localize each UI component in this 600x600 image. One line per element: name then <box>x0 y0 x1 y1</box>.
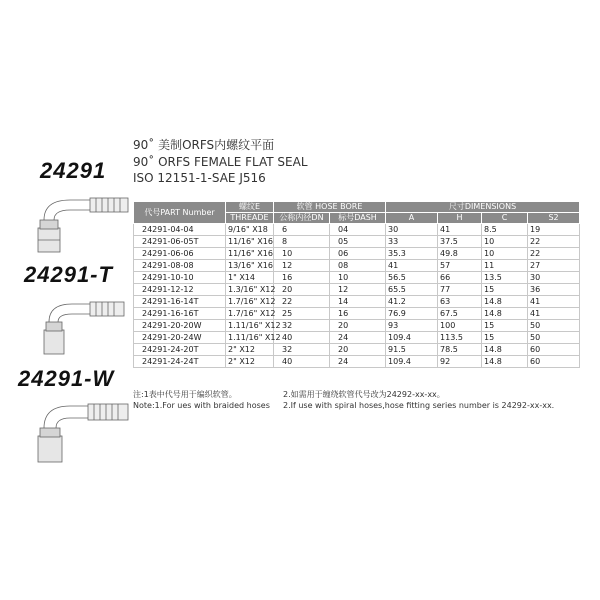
cell-dash: 20 <box>330 344 386 356</box>
cell-s2: 30 <box>528 272 580 284</box>
cell-code: 24291-16-14T <box>134 296 226 308</box>
table-row <box>134 260 580 272</box>
header-dn: 公称内径DN <box>274 213 330 224</box>
cell-dash: 24 <box>330 332 386 344</box>
cell-c: 14.8 <box>482 344 528 356</box>
cell-thread: 1.7/16" X12 <box>226 296 274 308</box>
cell-code: 24291-16-16T <box>134 308 226 320</box>
cell-thread: 1.11/16" X12 <box>226 320 274 332</box>
cell-code: 24291-20-20W <box>134 320 226 332</box>
title-english: 90˚ ORFS FEMALE FLAT SEAL <box>133 154 308 169</box>
header-c: C <box>482 213 528 224</box>
cell-dn: 20 <box>274 284 330 296</box>
cell-h: 77 <box>438 284 482 296</box>
cell-s2: 22 <box>528 236 580 248</box>
cell-dash: 04 <box>330 224 386 236</box>
elbow-fitting-drawing-icon <box>30 396 140 468</box>
cell-c: 10 <box>482 248 528 260</box>
cell-code: 24291-04-04 <box>134 224 226 236</box>
cell-dash: 06 <box>330 248 386 260</box>
cell-dn: 16 <box>274 272 330 284</box>
cell-thread: 1.3/16" X12 <box>226 284 274 296</box>
cell-dash: 20 <box>330 320 386 332</box>
cell-dn: 25 <box>274 308 330 320</box>
cell-c: 14.8 <box>482 296 528 308</box>
header-dash: 标号DASH <box>330 213 386 224</box>
part-number-24291-t: 24291-T <box>24 262 113 287</box>
cell-dn: 32 <box>274 320 330 332</box>
cell-s2: 50 <box>528 320 580 332</box>
header-h: H <box>438 213 482 224</box>
cell-a: 109.4 <box>386 356 438 368</box>
cell-a: 93 <box>386 320 438 332</box>
table-row <box>134 272 580 284</box>
header-s2: S2 <box>528 213 580 224</box>
note-2-cn: 2.如需用于缠绕软管代号改为24292-xx-xx。 <box>283 390 445 399</box>
notes-right <box>283 389 554 411</box>
cell-c: 10 <box>482 236 528 248</box>
table-row <box>134 224 580 236</box>
cell-dn: 12 <box>274 260 330 272</box>
notes-left <box>133 389 270 411</box>
cell-s2: 27 <box>528 260 580 272</box>
cell-dn: 8 <box>274 236 330 248</box>
cell-c: 11 <box>482 260 528 272</box>
title-standard: ISO 12151-1-SAE J516 <box>133 171 266 185</box>
part-number-24291-w: 24291-W <box>18 366 115 391</box>
title-block <box>133 137 308 187</box>
cell-code: 24291-06-06 <box>134 248 226 260</box>
cell-dn: 6 <box>274 224 330 236</box>
cell-dash: 14 <box>330 296 386 308</box>
table-row <box>134 320 580 332</box>
cell-c: 14.8 <box>482 356 528 368</box>
cell-code: 24291-24-24T <box>134 356 226 368</box>
cell-code: 24291-06-05T <box>134 236 226 248</box>
cell-c: 14.8 <box>482 308 528 320</box>
title-chinese: 90˚ 美制ORFS内螺纹平面 <box>133 138 275 152</box>
cell-dn: 22 <box>274 296 330 308</box>
cell-thread: 11/16" X16 <box>226 236 274 248</box>
header-thread-sub: THREADE <box>226 213 274 224</box>
cell-thread: 1.11/16" X12 <box>226 332 274 344</box>
cell-code: 24291-10-10 <box>134 272 226 284</box>
table-row <box>134 248 580 260</box>
cell-thread: 1.7/16" X12 <box>226 308 274 320</box>
cell-a: 41 <box>386 260 438 272</box>
cell-a: 56.5 <box>386 272 438 284</box>
cell-dash: 08 <box>330 260 386 272</box>
cell-code: 24291-08-08 <box>134 260 226 272</box>
table-row <box>134 344 580 356</box>
cell-a: 30 <box>386 224 438 236</box>
elbow-fitting-drawing-icon <box>30 190 140 260</box>
cell-c: 13.5 <box>482 272 528 284</box>
header-thread: 螺纹E <box>226 202 274 213</box>
cell-thread: 2" X12 <box>226 356 274 368</box>
header-a: A <box>386 213 438 224</box>
cell-s2: 60 <box>528 344 580 356</box>
table-row <box>134 308 580 320</box>
cell-dn: 32 <box>274 344 330 356</box>
cell-code: 24291-24-20T <box>134 344 226 356</box>
cell-thread: 13/16" X16 <box>226 260 274 272</box>
cell-s2: 41 <box>528 296 580 308</box>
cell-c: 8.5 <box>482 224 528 236</box>
header-dimensions: 尺寸DIMENSIONS <box>386 202 580 213</box>
cell-dash: 05 <box>330 236 386 248</box>
cell-dn: 40 <box>274 332 330 344</box>
cell-s2: 19 <box>528 224 580 236</box>
table-row <box>134 284 580 296</box>
elbow-fitting-drawing-icon <box>30 292 140 362</box>
note-1-cn: 注:1表中代号用于编织软管。 <box>133 390 237 399</box>
cell-code: 24291-12-12 <box>134 284 226 296</box>
header-hose-bore: 软管 HOSE BORE <box>274 202 386 213</box>
cell-h: 41 <box>438 224 482 236</box>
cell-c: 15 <box>482 284 528 296</box>
cell-a: 91.5 <box>386 344 438 356</box>
cell-s2: 41 <box>528 308 580 320</box>
cell-dn: 40 <box>274 356 330 368</box>
cell-h: 67.5 <box>438 308 482 320</box>
cell-h: 78.5 <box>438 344 482 356</box>
cell-h: 66 <box>438 272 482 284</box>
table-row <box>134 296 580 308</box>
cell-s2: 36 <box>528 284 580 296</box>
cell-c: 15 <box>482 320 528 332</box>
cell-h: 92 <box>438 356 482 368</box>
cell-a: 41.2 <box>386 296 438 308</box>
cell-a: 33 <box>386 236 438 248</box>
cell-c: 15 <box>482 332 528 344</box>
table-row <box>134 236 580 248</box>
header-part-number: 代号PART Number <box>134 202 226 224</box>
spec-table <box>133 201 580 368</box>
cell-thread: 11/16" X16 <box>226 248 274 260</box>
cell-h: 100 <box>438 320 482 332</box>
cell-a: 35.3 <box>386 248 438 260</box>
table-row <box>134 356 580 368</box>
cell-h: 113.5 <box>438 332 482 344</box>
cell-h: 37.5 <box>438 236 482 248</box>
cell-thread: 1" X14 <box>226 272 274 284</box>
cell-s2: 50 <box>528 332 580 344</box>
cell-h: 63 <box>438 296 482 308</box>
cell-a: 65.5 <box>386 284 438 296</box>
cell-dash: 16 <box>330 308 386 320</box>
cell-s2: 22 <box>528 248 580 260</box>
cell-dash: 10 <box>330 272 386 284</box>
cell-dash: 24 <box>330 356 386 368</box>
cell-s2: 60 <box>528 356 580 368</box>
cell-code: 24291-20-24W <box>134 332 226 344</box>
note-1-en: Note:1.For ues with braided hoses <box>133 401 270 410</box>
table-row <box>134 332 580 344</box>
spec-table-body <box>134 224 580 368</box>
cell-a: 76.9 <box>386 308 438 320</box>
cell-dn: 10 <box>274 248 330 260</box>
cell-thread: 9/16" X18 <box>226 224 274 236</box>
cell-dash: 12 <box>330 284 386 296</box>
cell-h: 49.8 <box>438 248 482 260</box>
cell-thread: 2" X12 <box>226 344 274 356</box>
note-2-en: 2.If use with spiral hoses,hose fitting series number is 24292-xx-xx. <box>283 401 555 410</box>
part-number-24291: 24291 <box>40 158 107 183</box>
cell-h: 57 <box>438 260 482 272</box>
cell-a: 109.4 <box>386 332 438 344</box>
